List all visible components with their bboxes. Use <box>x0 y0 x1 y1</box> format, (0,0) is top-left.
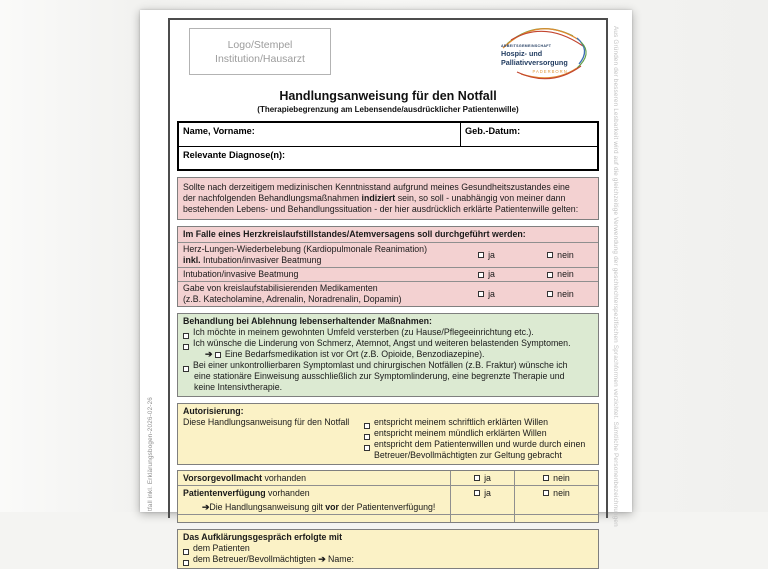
checkbox[interactable] <box>364 445 370 451</box>
consultation-box <box>177 529 599 569</box>
rejection-item-2: Ich wünsche die Linderung von Schmerz, Atemnot, Angst und weiteren belastenden Symptomen. <box>183 338 593 349</box>
form-header <box>177 28 599 80</box>
empty-cell <box>450 515 514 522</box>
checkbox[interactable] <box>364 423 370 429</box>
hospiz-palliativ-logo <box>487 26 595 82</box>
patient-data-table <box>177 121 599 171</box>
ja-checkbox[interactable] <box>474 475 480 481</box>
document-subtitle: (Therapiebegrenzung am Lebensende/ausdrücklicher Patientenwille) <box>257 105 519 114</box>
ja-checkbox[interactable] <box>474 490 480 496</box>
arrow-icon: ➔ <box>202 501 210 512</box>
table-row <box>178 500 598 514</box>
logo-org-type: ARBEITSGEMEINSCHAFT <box>501 44 552 48</box>
table-row <box>178 242 598 267</box>
birthdate-field[interactable]: Geb.-Datum: <box>460 123 597 146</box>
authorization-option-2: entspricht meinem mündlich erklärten Willen <box>364 428 593 439</box>
empty-cell <box>178 515 450 522</box>
logo-name-line1: Hospiz- und <box>501 49 543 58</box>
rejection-header: Behandlung bei Ablehnung lebenserhaltender Maßnahmen: <box>183 316 432 326</box>
ja-option: ja <box>450 282 514 306</box>
intro-line-2: der nachfolgenden Behandlungsmaßnahmen indiziert sein, so soll - unabhängig von meiner dann <box>183 193 566 203</box>
resuscitation-measures-box <box>177 226 599 307</box>
authorization-box <box>177 403 599 465</box>
right-margin-disclaimer-text: Aus Gründen der besseren Lesbarkeit wird auf die gleichzeitige Verwendung der geschlechterspezifischen Sprachformen verzichtet. Sämtliche Personenbezeichnungen <box>612 26 619 527</box>
ja-option: ja <box>450 268 514 281</box>
authorization-options <box>364 417 593 461</box>
empty-cell <box>514 500 598 514</box>
treatment-rejection-box <box>177 313 599 397</box>
table-row <box>178 267 598 281</box>
intro-line-3: bestehenden Lebens- und Behandlungssituation - der hier ausdrücklich erklärte Patientenwille gelten: <box>183 204 579 214</box>
left-margin-version-text: tfall inkl. Erklärungsbogen-2026-02-26 <box>147 396 154 511</box>
ja-option: ja <box>450 486 514 500</box>
logo-city: PADERBORN <box>532 69 568 74</box>
document-page <box>140 10 632 564</box>
intro-line-1: Sollte nach derzeitigem medizinischen Kenntnisstand aufgrund meines Gesundheitszustandes eine <box>183 182 570 192</box>
rejection-item-3-line2: eine stationäre Einweisung ausschließlich zur Symptomlinderung, eine begrenzte Therapie und <box>194 371 565 381</box>
consultation-item-2: dem Betreuer/Bevollmächtigten ➔ Name: <box>178 554 598 565</box>
authorization-body <box>178 417 598 464</box>
ja-checkbox[interactable] <box>478 272 484 278</box>
nein-option: nein <box>514 282 598 306</box>
measure-label: Intubation/invasive Beatmung <box>183 269 299 279</box>
rejection-item-3: Bei einer unkontrollierbaren Symptomlast und chirurgischen Notfällen (z.B. Fraktur) wünsche ich <box>183 360 593 371</box>
diagnosis-row <box>179 147 597 169</box>
nein-checkbox[interactable] <box>543 475 549 481</box>
stamp-line-2: Institution/Hausarzt <box>215 52 305 65</box>
checkbox[interactable] <box>215 352 221 358</box>
nein-option: nein <box>514 268 598 281</box>
name-field[interactable]: Name, Vorname: <box>183 126 255 136</box>
patientenverfuegung-label: Patientenverfügung vorhanden <box>183 487 310 498</box>
measure-label: Herz-Lungen-Wiederbelebung (Kardiopulmonale Reanimation) inkl. Intubation/invasiver Beatmung <box>183 244 428 265</box>
empty-cell <box>450 500 514 514</box>
document-title: Handlungsanweisung für den Notfall <box>279 89 497 103</box>
vorsorgevollmacht-label: Vorsorgevollmacht vorhanden <box>183 472 307 483</box>
checkbox[interactable] <box>183 333 189 339</box>
consultation-header: Das Aufklärungsgespräch erfolgte mit <box>183 532 343 542</box>
diagnosis-field[interactable]: Relevante Diagnose(n): <box>183 150 286 160</box>
nein-checkbox[interactable] <box>547 272 553 278</box>
advance-directives-box <box>177 470 599 523</box>
rejection-item-3-line3: keine Intensivtherapie. <box>194 382 283 392</box>
nein-option: nein <box>514 486 598 500</box>
stamp-placeholder-box <box>189 28 331 75</box>
checkbox[interactable] <box>183 344 189 350</box>
nein-option: nein <box>514 471 598 485</box>
checkbox[interactable] <box>183 560 189 566</box>
nein-checkbox[interactable] <box>547 291 553 297</box>
checkbox[interactable] <box>364 434 370 440</box>
arrow-icon: ➔ <box>318 554 326 564</box>
authorization-option-3-line2: Betreuer/Bevollmächtigten zur Geltung gebracht <box>374 450 562 460</box>
ja-checkbox[interactable] <box>478 291 484 297</box>
checkbox[interactable] <box>183 366 189 372</box>
consultation-item-1: dem Patienten <box>178 543 598 554</box>
table-row <box>178 485 598 500</box>
precedence-note: ➔Die Handlungsanweisung gilt vor der Patientenverfügung! <box>202 501 436 512</box>
rejection-item-2-sub: ➔ Eine Bedarfsmedikation ist vor Ort (z.B. Opioide, Benzodiazepine). <box>205 349 485 359</box>
patient-name-row <box>179 123 597 147</box>
resuscitation-header: Im Falle eines Herzkreislaufstillstandes/Atemversagens soll durchgeführt werden: <box>183 229 526 239</box>
name-field-label[interactable]: Name: <box>328 554 354 564</box>
ja-option: ja <box>450 471 514 485</box>
authorization-lead-text: Diese Handlungsanweisung für den Notfall <box>183 417 350 427</box>
arrow-icon: ➔ <box>205 349 213 359</box>
authorization-option-3: entspricht dem Patientenwillen und wurde durch einen <box>364 439 593 450</box>
table-row <box>178 471 598 485</box>
hospiz-logo-text <box>501 42 568 76</box>
form-frame <box>168 18 608 564</box>
stamp-line-1: Logo/Stempel <box>227 38 293 51</box>
nein-option: nein <box>514 243 598 267</box>
table-row <box>178 514 598 522</box>
ja-option: ja <box>450 243 514 267</box>
empty-cell <box>514 515 598 522</box>
ja-checkbox[interactable] <box>478 252 484 258</box>
checkbox[interactable] <box>183 549 189 555</box>
nein-checkbox[interactable] <box>543 490 549 496</box>
intro-statement-box <box>177 177 599 220</box>
nein-checkbox[interactable] <box>547 252 553 258</box>
authorization-option-1: entspricht meinem schriftlich erklärten Willen <box>364 417 593 428</box>
measure-label: Gabe von kreislaufstabilisierenden Medikamenten (z.B. Katecholamine, Adrenalin, Noradrenalin, Dopamin) <box>183 283 402 304</box>
rejection-item-1: Ich möchte in meinem gewohnten Umfeld versterben (zu Hause/Pflegeeinrichtung etc.). <box>183 327 593 338</box>
authorization-header: Autorisierung: <box>183 406 244 416</box>
table-row <box>178 281 598 306</box>
logo-name-line2: Palliativversorgung <box>501 57 568 67</box>
